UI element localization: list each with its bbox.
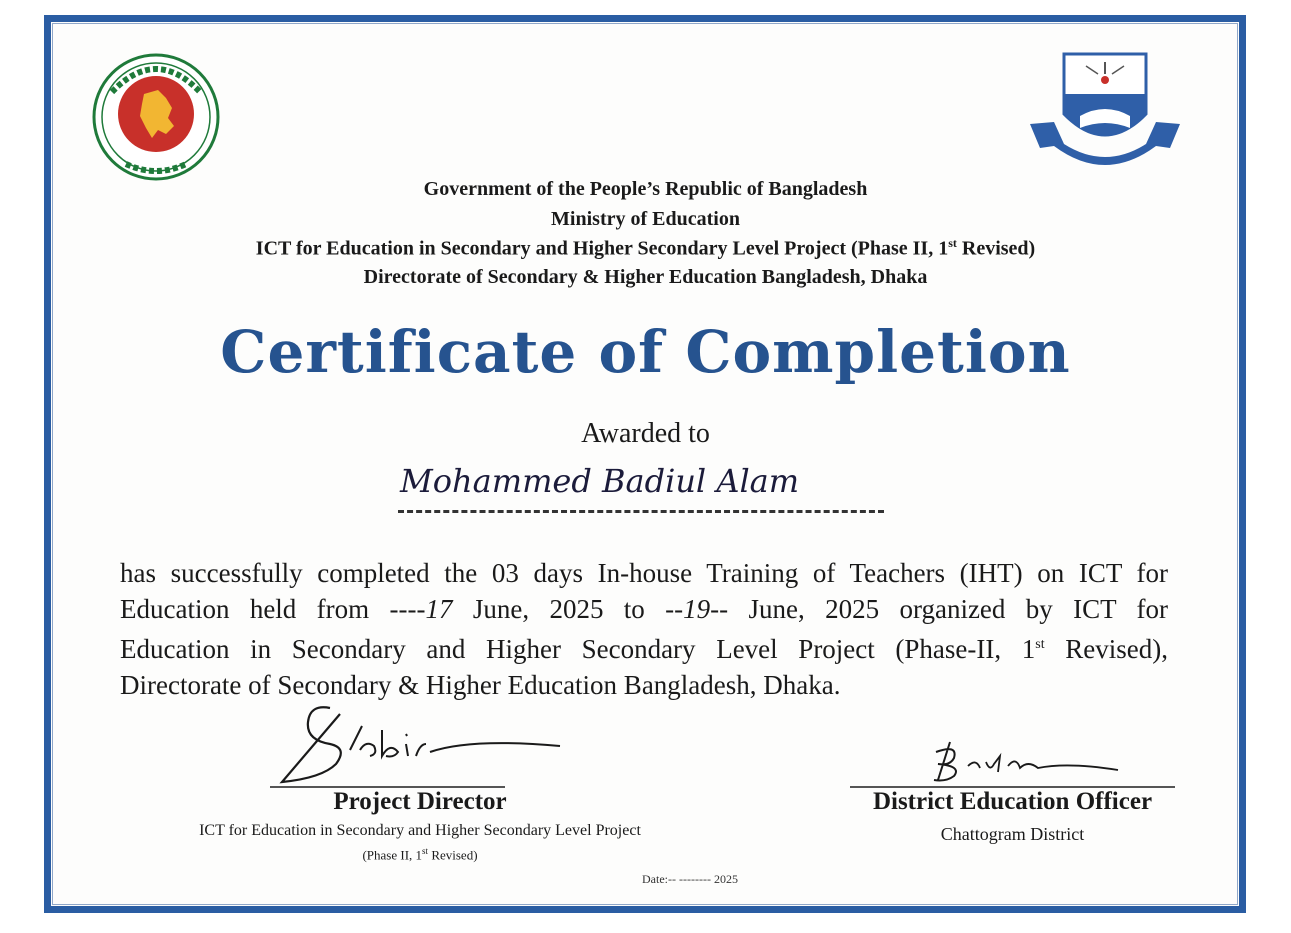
body-line-1: has successfully completed the 03 days In-house Training of Teachers (IHT) on ICT for [120, 558, 1168, 588]
project-director-signature [270, 700, 570, 786]
body-line-4: Directorate of Secondary & Higher Education Bangladesh, Dhaka. [120, 670, 841, 700]
district-officer-signature [928, 736, 1128, 786]
header-government: Government of the People’s Republic of Bangladesh [423, 178, 868, 200]
education-ministry-emblem-icon [1024, 44, 1186, 184]
certificate-body [120, 555, 1168, 703]
header-ministry: Ministry of Education [551, 208, 740, 230]
header-directorate: Directorate of Secondary & Higher Education Bangladesh, Dhaka [363, 266, 928, 288]
date-blank-3: -- [710, 594, 729, 624]
project-director-title: Project Director [333, 788, 507, 815]
body-line-3: Education in Secondary and Higher Secondary Level Project (Phase-II, 1st Revised), [120, 634, 1168, 664]
recipient-name: Mohammed Badiul Alam [400, 462, 800, 500]
project-director-phase: (Phase II, 1st Revised) [362, 846, 478, 863]
bangladesh-government-seal-icon [86, 52, 226, 182]
issue-date: Date:-- -------- 2025 [642, 872, 738, 886]
district-officer-title: District Education Officer [872, 788, 1153, 815]
district-officer-subtitle: Chattogram District [940, 824, 1085, 844]
body-line-2: Education held from ----17 June, 2025 to --19-- June, 2025 organized by ICT for [120, 594, 1168, 624]
awarded-to-label: Awarded to [581, 418, 710, 449]
date-blank-2: -- [665, 594, 684, 624]
date-blank-1: ---- [389, 594, 426, 624]
header-project: ICT for Education in Secondary and Higher Secondary Level Project (Phase II, 1st Revised) [255, 236, 1036, 260]
handwritten-day-1: 17 [425, 594, 453, 624]
project-director-subtitle: ICT for Education in Secondary and Higher Secondary Level Project [199, 822, 641, 839]
handwritten-day-2: 19 [683, 594, 711, 624]
certificate-title: Certificate of Completion [220, 318, 1071, 386]
